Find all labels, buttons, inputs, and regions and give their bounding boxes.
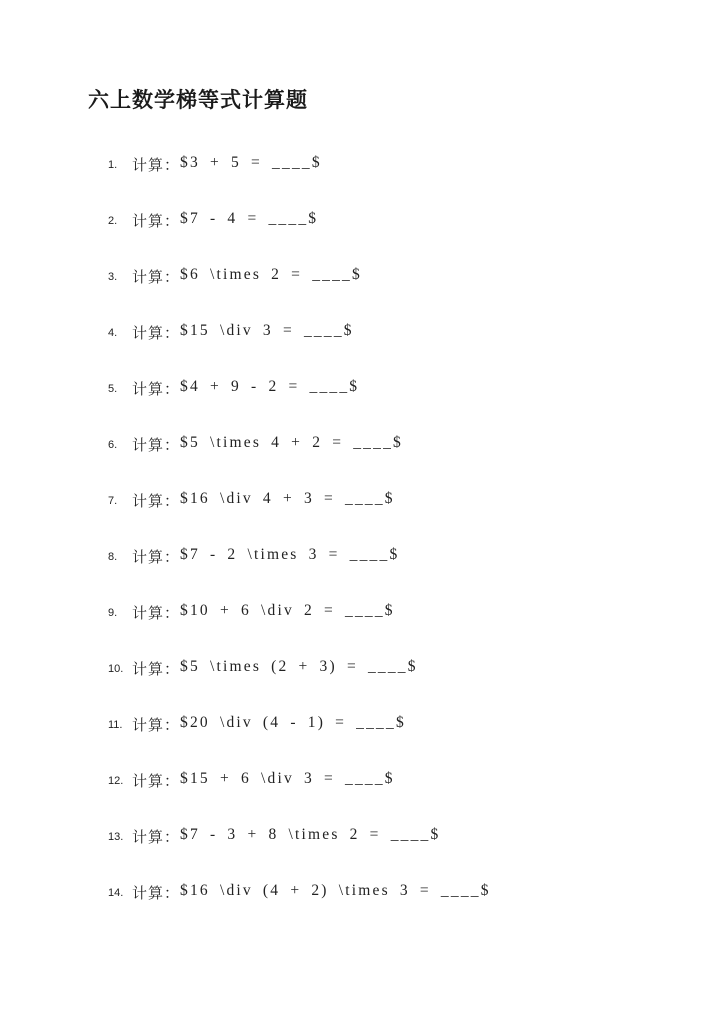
list-item <box>108 826 491 882</box>
problem-label: 计算： <box>132 828 181 846</box>
problem-number: 9. <box>108 607 118 619</box>
problem-number: 4. <box>108 327 118 339</box>
problem-label: 计算： <box>132 324 181 342</box>
problem-number: 12. <box>108 775 124 787</box>
problem-number: 3. <box>108 271 118 283</box>
problem-label: 计算： <box>132 884 181 902</box>
list-item <box>108 714 491 770</box>
problem-label: 计算： <box>132 492 181 510</box>
problem-expression: $4 + 9 - 2 = ____$ <box>180 378 360 395</box>
list-item <box>108 154 491 210</box>
problem-number: 11. <box>108 719 123 731</box>
problem-expression: $6 \times 2 = ____$ <box>180 266 362 283</box>
problem-expression: $5 \times 4 + 2 = ____$ <box>180 434 403 451</box>
list-item <box>108 210 491 266</box>
problem-expression: $7 - 4 = ____$ <box>180 210 319 227</box>
problem-number: 2. <box>108 215 118 227</box>
problem-number: 5. <box>108 383 118 395</box>
problem-expression: $7 - 3 + 8 \times 2 = ____$ <box>180 826 441 843</box>
list-item <box>108 490 491 546</box>
list-item <box>108 546 491 602</box>
problem-expression: $10 + 6 \div 2 = ____$ <box>180 602 395 619</box>
problem-expression: $15 \div 3 = ____$ <box>180 322 354 339</box>
problem-label: 计算： <box>132 548 181 566</box>
problem-number: 10. <box>108 663 124 675</box>
problem-label: 计算： <box>132 436 181 454</box>
list-item <box>108 434 491 490</box>
problem-expression: $15 + 6 \div 3 = ____$ <box>180 770 395 787</box>
page-title: 六上数学梯等式计算题 <box>88 87 308 112</box>
list-item <box>108 882 491 938</box>
problem-label: 计算： <box>132 660 181 678</box>
problem-number: 6. <box>108 439 118 451</box>
problem-list <box>108 154 491 938</box>
problem-number: 7. <box>108 495 118 507</box>
list-item <box>108 770 491 826</box>
problem-expression: $5 \times (2 + 3) = ____$ <box>180 658 418 675</box>
problem-number: 1. <box>108 159 118 171</box>
problem-expression: $7 - 2 \times 3 = ____$ <box>180 546 400 563</box>
problem-number: 13. <box>108 831 124 843</box>
list-item <box>108 266 491 322</box>
list-item <box>108 602 491 658</box>
list-item <box>108 378 491 434</box>
list-item <box>108 322 491 378</box>
problem-number: 14. <box>108 887 124 899</box>
problem-expression: $3 + 5 = ____$ <box>180 154 322 171</box>
problem-label: 计算： <box>132 772 181 790</box>
problem-label: 计算： <box>132 268 181 286</box>
problem-label: 计算： <box>132 156 181 174</box>
problem-label: 计算： <box>132 716 181 734</box>
list-item <box>108 658 491 714</box>
problem-label: 计算： <box>132 604 181 622</box>
problem-number: 8. <box>108 551 118 563</box>
problem-label: 计算： <box>132 212 181 230</box>
problem-expression: $16 \div 4 + 3 = ____$ <box>180 490 395 507</box>
problem-expression: $20 \div (4 - 1) = ____$ <box>180 714 406 731</box>
problem-label: 计算： <box>132 380 181 398</box>
problem-expression: $16 \div (4 + 2) \times 3 = ____$ <box>180 882 491 899</box>
